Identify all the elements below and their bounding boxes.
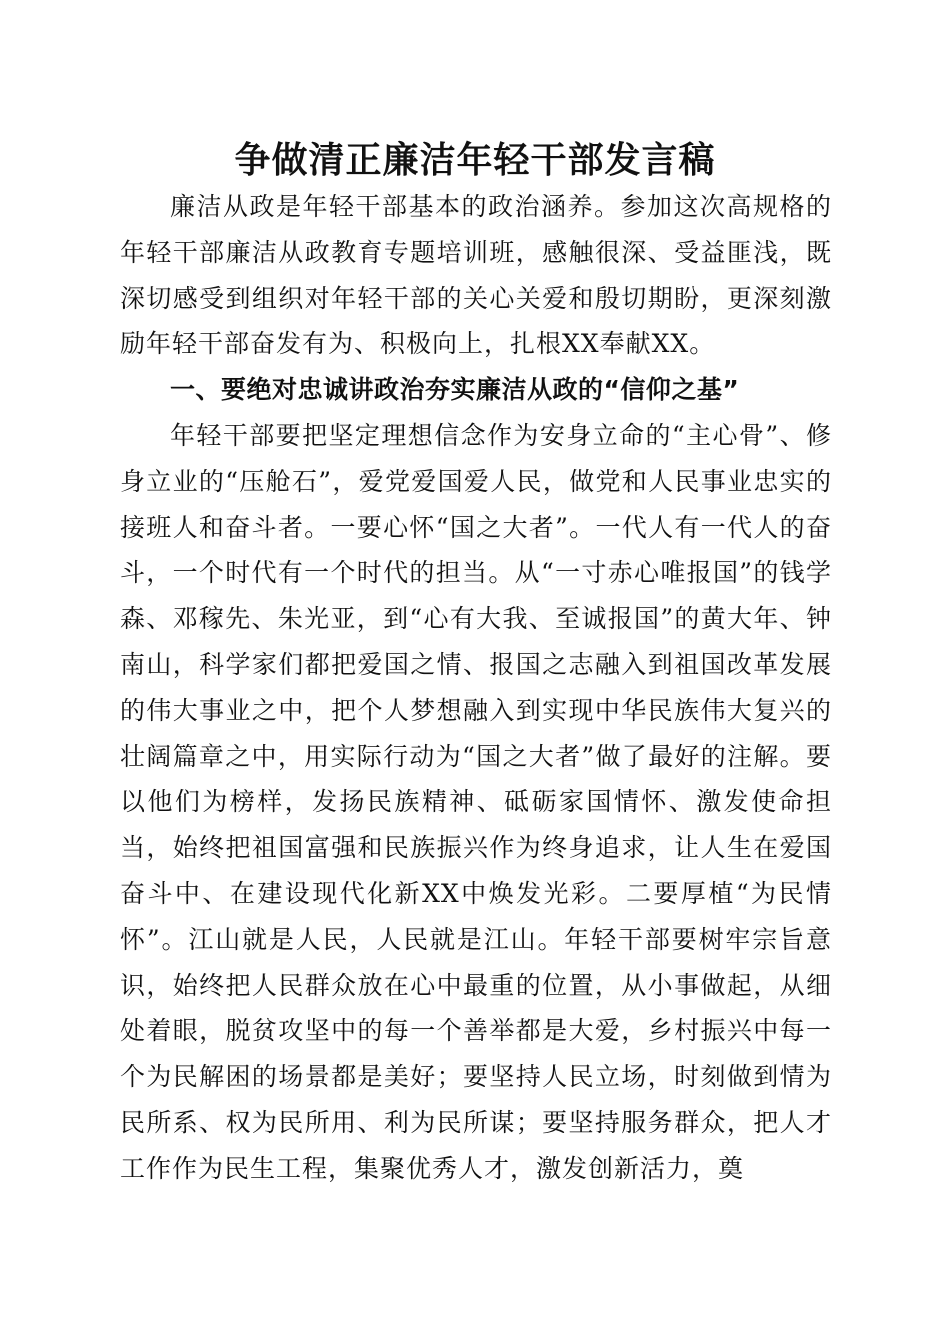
document-body bbox=[120, 184, 832, 1192]
section-heading: 一、要绝对忠诚讲政治夯实廉洁从政的“信仰之基” bbox=[170, 375, 740, 405]
document-title: 争做清正廉洁年轻干部发言稿 bbox=[234, 139, 716, 181]
body-paragraph: 年轻干部要把坚定理想信念作为安身立命的“主心骨”、修身立业的“压舱石”，爱党爱国爱人民，做党和人民事业忠实的接班人和奋斗者。一要心怀“国之大者”。一代人有一代人的奋斗，一个时代有一个时代的担当。从“一寸赤心唯报国”的钱学森、邓稼先、朱光亚，到“心有大我、至诚报国”的黄大年、钟南山，科学家们都把爱国之情、报国之志融入到祖国改革发展的伟大事业之中，把个人梦想融入到实现中华民族伟大复兴的壮阔篇章之中，用实际行动为“国之大者”做了最好的注解。要以他们为榜样，发扬民族精神、砥砺家国情怀、激发使命担当，始终把祖国富强和民族振兴作为终身追求，让人生在爱国奋斗中、在建设现代化新XX中焕发光彩。二要厚植“为民情怀”。江山就是人民，人民就是江山。年轻干部要树牢宗旨意识，始终把人民群众放在心中最重的位置，从小事做起，从细处着眼，脱贫攻坚中的每一个善举都是大爱，乡村振兴中每一个为民解困的场景都是美好；要坚持人民立场，时刻做到情为民所系、权为民所用、利为民所谋；要坚持服务群众，把人才工作作为民生工程，集聚优秀人才，激发创新活力，奠 bbox=[120, 420, 832, 1183]
intro-paragraph: 廉洁从政是年轻干部基本的政治涵养。参加这次高规格的年轻干部廉洁从政教育专题培训班，感触很深、受益匪浅，既深切感受到组织对年轻干部的关心关爱和殷切期盼，更深刻激励年轻干部奋发有为、积极向上，扎根XX奉献XX。 bbox=[120, 192, 832, 359]
